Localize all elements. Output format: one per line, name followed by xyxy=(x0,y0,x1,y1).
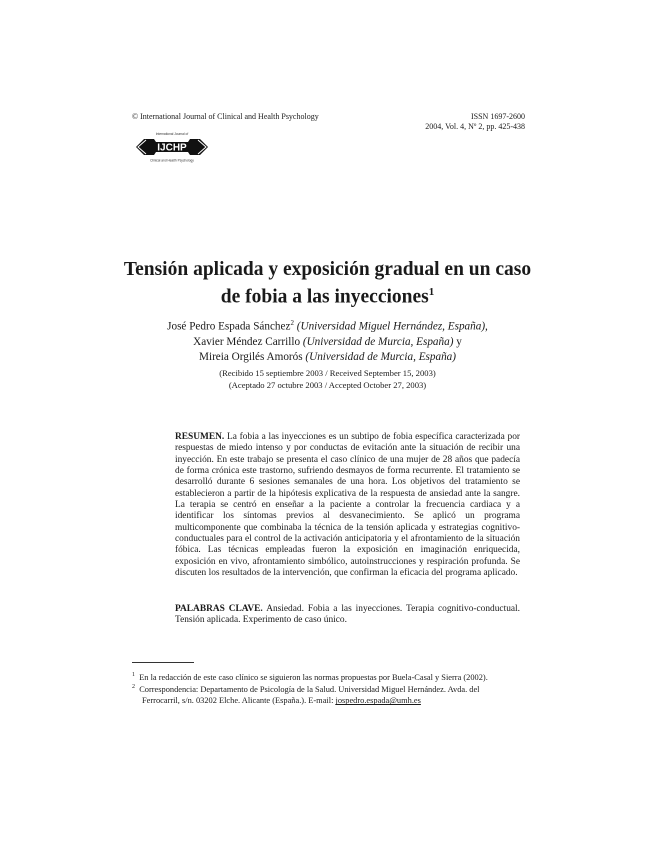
abstract xyxy=(175,432,520,579)
keywords-text: Ansiedad. Fobia a las inyecciones. Terapia cognitivo-conductual. Tensión aplicada. Experimento de caso único. xyxy=(175,604,520,626)
footnote-address: Ferrocarril, s/n. 03202 Elche. Alicante (España.). E-mail: jospedro.espada@umh.es xyxy=(142,696,421,706)
author-affiliation: (Universidad Miguel Hernández, España), xyxy=(296,320,488,333)
received-date: (Recibido 15 septiembre 2003 / Received September 15, 2003) xyxy=(219,368,436,378)
ijchp-logo-icon xyxy=(132,129,212,165)
title-footnote-marker: 1 xyxy=(428,286,435,298)
svg-text:International Journal of: International Journal of xyxy=(155,132,189,136)
author-name: Xavier Méndez Carrillo xyxy=(193,335,301,348)
issn: ISSN 1697-2600 xyxy=(470,112,525,121)
footnote-text: Correspondencia: Departamento de Psicología de la Salud. Universidad Miguel Hernández. Avda. del xyxy=(139,684,480,694)
keywords-label: PALABRAS CLAVE. xyxy=(175,604,263,614)
issn-header xyxy=(425,112,525,132)
article-title xyxy=(100,258,555,309)
author-conjunction: y xyxy=(453,335,462,348)
author-3 xyxy=(100,350,555,365)
keywords xyxy=(175,604,520,627)
volume-info: 2004, Vol. 4, Nº 2, pp. 425-438 xyxy=(425,122,525,131)
journal-logo xyxy=(132,129,212,165)
footnote-text: En la redacción de este caso clínico se siguieron las normas propuestas por Buela-Casal y Sierra (2002). xyxy=(139,672,488,682)
footnote-number: 1 xyxy=(132,672,135,678)
email-link[interactable]: jospedro.espada@umh.es xyxy=(335,696,421,706)
author-2 xyxy=(100,335,555,350)
footnote-divider xyxy=(132,662,194,663)
article-dates xyxy=(100,368,555,391)
author-footnote-marker: 2 xyxy=(290,319,294,327)
title-line-2: de fobia a las inyecciones$^1$ xyxy=(220,286,435,308)
accepted-date: (Aceptado 27 octubre 2003 / Accepted October 27, 2003) xyxy=(228,379,427,390)
abstract-text: La fobia a las inyecciones es un subtipo de fobia específica caracterizada por respuestas de miedo intenso y por conductas de evitación ante la situación de recibir una inyección. En este trabajo se presenta el caso clínico de una mujer de 28 años que padecía de forma crónica este trastorno, sufriendo desmayos de forma recurrente. El tratamiento se desarrolló durante 6 sesiones semanales de una hora. Los objetivos del tratamiento se establecieron a partir de la hipótesis explicativa de la respuesta de ansiedad ante la sangre. La terapia se centró en enseñar a la paciente a controlar la frecuencia cardiaca y a identificar los síntomas previos al desvanecimiento. Se aplicó un programa multicomponente que combinaba la técnica de la tensión aplicada y estrategias cognitivo-conductuales para el control de la activación anticipatoria y el afrontamiento de la situación fóbica. Las técnicas empleadas fueron la exposición en imaginación enriquecida, exposición en vivo, afrontamiento simbólico, autoinstrucciones y respiración profunda. Se discuten los resultados de la intervención, que confirman la eficacia del programa aplicado. xyxy=(175,432,521,579)
journal-header xyxy=(132,112,319,122)
title-line-1: Tensión aplicada y exposición gradual en un caso xyxy=(123,259,532,280)
author-name: José Pedro Espada Sánchez xyxy=(167,320,291,333)
author-affiliation: (Universidad de Murcia, España) xyxy=(305,350,456,363)
svg-text:IJCHP: IJCHP xyxy=(157,142,187,154)
journal-name: © International Journal of Clinical and Health Psychology xyxy=(132,112,319,121)
author-1 xyxy=(100,316,555,335)
author-list xyxy=(100,316,555,365)
author-affiliation: (Universidad de Murcia, España) xyxy=(302,335,454,348)
svg-text:Clinical and Health Psychology: Clinical and Health Psychology xyxy=(150,158,194,163)
footnote-number: 2 xyxy=(132,684,135,690)
abstract-label: RESUMEN. xyxy=(175,432,225,442)
author-name: Mireia Orgilés Amorós xyxy=(199,350,303,363)
footnote-2 xyxy=(132,682,522,707)
